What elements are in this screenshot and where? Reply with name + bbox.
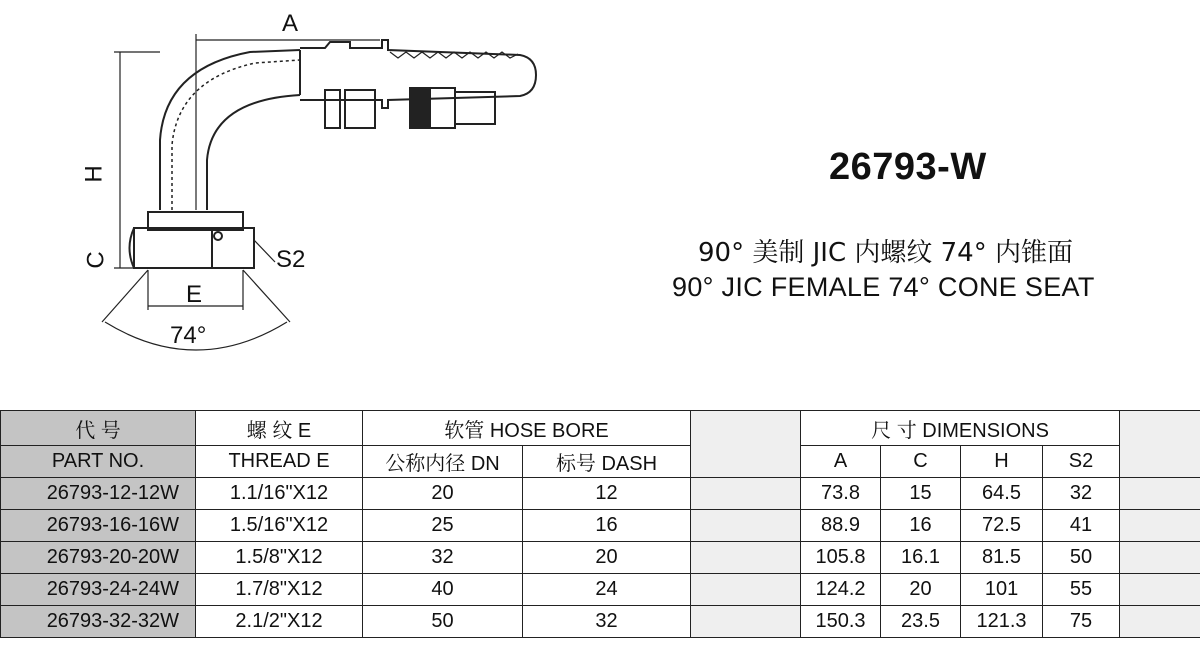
cell-dn: 32 (363, 542, 523, 574)
cell-blank-right (1120, 478, 1200, 510)
cell-blank (691, 510, 801, 542)
cell-h: 64.5 (961, 478, 1043, 510)
cone-line-left (102, 270, 148, 322)
cell-dash: 24 (523, 574, 691, 606)
cell-c: 23.5 (881, 606, 961, 638)
cell-thread: 1.5/16"X12 (196, 510, 363, 542)
cell-thread: 1.1/16"X12 (196, 478, 363, 510)
cell-dn: 20 (363, 478, 523, 510)
header-thread-cn: 螺 纹 E (196, 411, 363, 446)
model-number: 26793-W (829, 146, 987, 188)
cell-s2: 55 (1043, 574, 1120, 606)
cell-s2: 41 (1043, 510, 1120, 542)
cell-blank-right (1120, 510, 1200, 542)
header-part-en: PART NO. (1, 446, 196, 478)
cell-blank (691, 606, 801, 638)
header-h: H (961, 446, 1043, 478)
cell-dn: 25 (363, 510, 523, 542)
cell-dn: 40 (363, 574, 523, 606)
cell-blank (691, 478, 801, 510)
cell-a: 88.9 (801, 510, 881, 542)
cell-s2: 75 (1043, 606, 1120, 638)
cell-h: 101 (961, 574, 1043, 606)
dim-label-e: E (186, 281, 203, 308)
cell-part-no: 26793-24-24W (1, 574, 196, 606)
cell-c: 16.1 (881, 542, 961, 574)
header-s2: S2 (1043, 446, 1120, 478)
description-chinese: 90° 美制 JIC 内螺纹 74° 内锥面 (698, 238, 1073, 268)
cell-part-no: 26793-16-16W (1, 510, 196, 542)
ferrule-band (410, 88, 428, 128)
cell-thread: 1.5/8"X12 (196, 542, 363, 574)
table-row (1, 574, 1200, 606)
cell-blank (691, 574, 801, 606)
cell-part-no: 26793-12-12W (1, 478, 196, 510)
cell-c: 16 (881, 510, 961, 542)
header-a: A (801, 446, 881, 478)
cone-line-right (243, 270, 290, 322)
cell-h: 72.5 (961, 510, 1043, 542)
cell-h: 121.3 (961, 606, 1043, 638)
dim-label-c: C (82, 251, 110, 269)
cell-dash: 16 (523, 510, 691, 542)
cell-thread: 2.1/2"X12 (196, 606, 363, 638)
cell-dn: 50 (363, 606, 523, 638)
header-blank-right (1120, 411, 1200, 478)
cell-s2: 50 (1043, 542, 1120, 574)
dim-s2-leader (254, 240, 275, 262)
elbow-inner-wall (207, 95, 300, 210)
header-c: C (881, 446, 961, 478)
spec-table (0, 410, 1200, 638)
cell-c: 15 (881, 478, 961, 510)
ferrule-ring-2 (345, 90, 375, 128)
nut-pin (214, 232, 222, 240)
header-part-cn: 代 号 (1, 411, 196, 446)
hex-nut (134, 228, 254, 268)
cell-blank-right (1120, 574, 1200, 606)
table-row (1, 542, 1200, 574)
description-english: 90° JIC FEMALE 74° CONE SEAT (672, 272, 1095, 302)
dim-label-angle: 74° (170, 322, 207, 349)
header-hose-bore: 软管 HOSE BORE (363, 411, 691, 446)
table-row (1, 478, 1200, 510)
table-row (1, 510, 1200, 542)
cell-blank (691, 542, 801, 574)
cell-s2: 32 (1043, 478, 1120, 510)
header-thread-en: THREAD E (196, 446, 363, 478)
cell-blank-right (1120, 542, 1200, 574)
elbow-hatch (172, 60, 300, 210)
header-blank (691, 411, 801, 478)
cell-a: 105.8 (801, 542, 881, 574)
cell-part-no: 26793-20-20W (1, 542, 196, 574)
cell-blank-right (1120, 606, 1200, 638)
cell-a: 73.8 (801, 478, 881, 510)
header-dimensions: 尺 寸 DIMENSIONS (801, 411, 1120, 446)
cell-dash: 32 (523, 606, 691, 638)
cell-part-no: 26793-32-32W (1, 606, 196, 638)
ferrule-ring-3 (430, 88, 455, 128)
fitting-drawing (0, 0, 560, 380)
elbow-outer-wall (160, 50, 300, 210)
ferrule-ring-1 (325, 90, 340, 128)
header-dash: 标号 DASH (523, 446, 691, 478)
dim-label-s2: S2 (276, 246, 306, 273)
table-row (1, 606, 1200, 638)
header-dn: 公称内径 DN (363, 446, 523, 478)
cell-dash: 12 (523, 478, 691, 510)
cell-dash: 20 (523, 542, 691, 574)
cell-c: 20 (881, 574, 961, 606)
cell-a: 150.3 (801, 606, 881, 638)
cell-h: 81.5 (961, 542, 1043, 574)
cell-thread: 1.7/8"X12 (196, 574, 363, 606)
cell-a: 124.2 (801, 574, 881, 606)
dim-label-a: A (282, 10, 299, 37)
dim-label-h: H (80, 165, 108, 183)
